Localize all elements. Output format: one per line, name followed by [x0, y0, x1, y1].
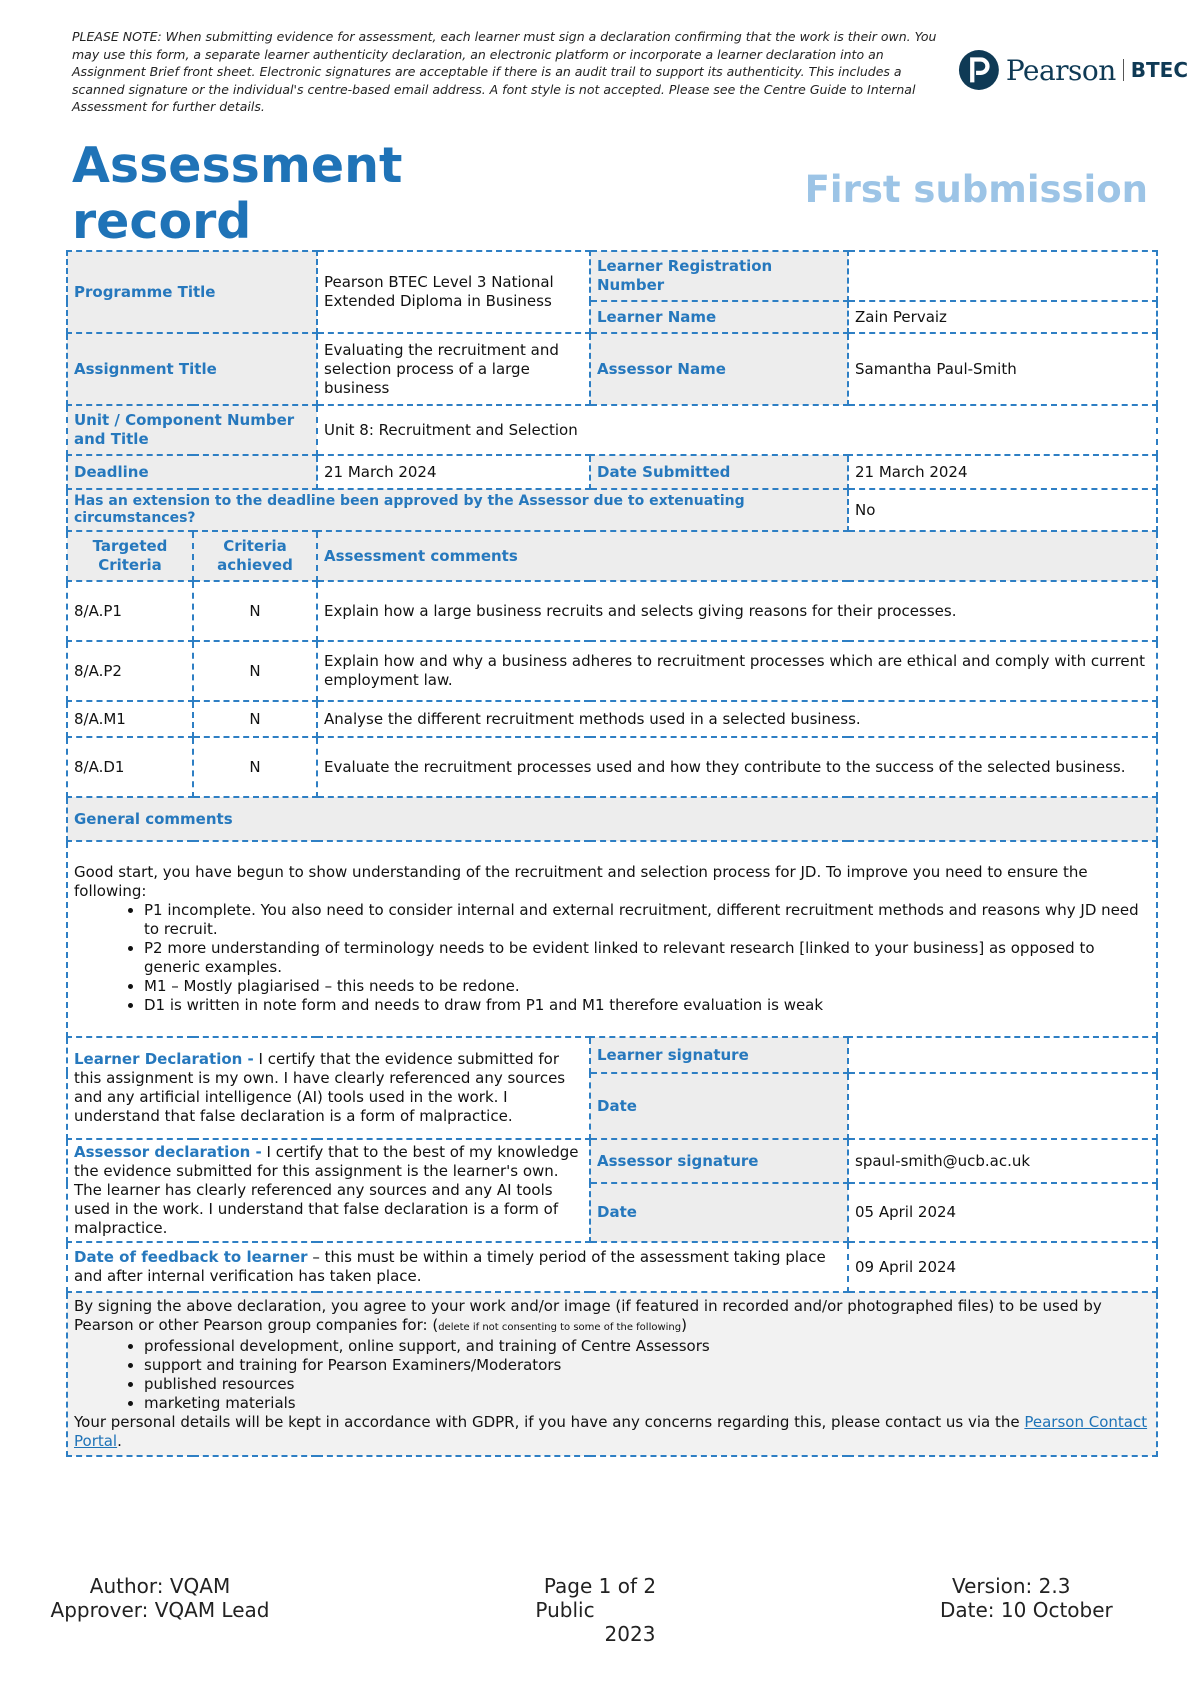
unit-value: Unit 8: Recruitment and Selection: [317, 405, 1157, 455]
assessor-name-value[interactable]: Samantha Paul-Smith: [848, 333, 1157, 405]
feedback-date-field[interactable]: 09 April 2024: [848, 1242, 1157, 1292]
criteria-achieved-header: Criteria achieved: [193, 531, 317, 581]
feedback-date-label: [67, 1242, 848, 1292]
learner-declaration-text: I certify that the evidence submitted for this assignment is my own. I have clearly referenced any sources and any artificial intelligence (AI) tools used in the work. I understand that false declaration is a form of malpractice.: [74, 1050, 566, 1125]
assignment-value: Evaluating the recruitment and selection process of a large business: [317, 333, 590, 405]
criteria-code: 8/A.D1: [67, 737, 193, 797]
pearson-logo-icon: [958, 47, 1000, 93]
criteria-comment: Explain how a large business recruits and selects giving reasons for their processes.: [317, 581, 1157, 641]
list-item: • D1 is written in note form and needs to draw from P1 and M1 therefore evaluation is weak: [144, 996, 1150, 1015]
general-comments-label: General comments: [67, 797, 1157, 841]
footer-version: Version: 2.3: [952, 1574, 1071, 1598]
learner-name-label: Learner Name: [590, 301, 848, 333]
learner-date-label: Date: [590, 1073, 848, 1139]
criteria-comment: Explain how and why a business adheres to recruitment processes which are ethical and comply with current employment law.: [317, 641, 1157, 701]
assessment-comments-header: Assessment comments: [317, 531, 1157, 581]
consent-close: ): [681, 1316, 687, 1334]
footer-page: Page 1 of 2: [543, 1574, 657, 1598]
footer-date: Date: 10 October: [940, 1598, 1113, 1622]
footer-author-block: [40, 1574, 280, 1622]
assessor-declaration-title: Assessor declaration -: [74, 1143, 262, 1161]
consent-outro: Your personal details will be kept in accordance with GDPR, if you have any concerns regarding this, please contact us via the: [74, 1413, 1025, 1431]
footer-version-block: [940, 1574, 1180, 1622]
consent-list: [74, 1337, 1150, 1413]
assignment-label: Assignment Title: [67, 333, 317, 405]
list-item: • professional development, online support, and training of Centre Assessors: [144, 1337, 1150, 1356]
feedback-title: Date of feedback to learner: [74, 1248, 308, 1266]
list-item: • P2 more understanding of terminology needs to be evident linked to relevant research [linked to your business] as opposed to generic examples.: [144, 939, 1150, 977]
assessor-date-label: Date: [590, 1183, 848, 1242]
deadline-value: 21 March 2024: [317, 455, 590, 489]
programme-value: Pearson BTEC Level 3 National Extended Diploma in Business: [317, 251, 590, 333]
feedback-text: – this must be within a timely period of the assessment taking place and after internal verification has taken place.: [74, 1248, 826, 1285]
list-item: • marketing materials: [144, 1394, 1150, 1413]
criteria-code: 8/A.P2: [67, 641, 193, 701]
list-item: • support and training for Pearson Examiners/Moderators: [144, 1356, 1150, 1375]
general-comments-body: [67, 841, 1157, 1037]
assessor-signature-field[interactable]: spaul-smith@ucb.ac.uk: [848, 1139, 1157, 1183]
title-line-2: record: [72, 193, 252, 250]
extension-label: Has an extension to the deadline been approved by the Assessor due to extenuating circumstances?: [67, 489, 848, 531]
learner-name-value[interactable]: Zain Pervaiz: [848, 301, 1157, 333]
logo-brand: Pearson: [1005, 53, 1116, 87]
page-title: [72, 138, 402, 250]
targeted-criteria-header: Targeted Criteria: [67, 531, 193, 581]
learner-date-field[interactable]: [848, 1073, 1157, 1139]
registration-value[interactable]: [848, 251, 1157, 301]
learner-signature-label: Learner signature: [590, 1037, 848, 1073]
general-comments-intro: Good start, you have begun to show understanding of the recruitment and selection process for JD. To improve you need to ensure the following:: [74, 863, 1088, 900]
assessor-date-field[interactable]: 05 April 2024: [848, 1183, 1157, 1242]
criteria-code: 8/A.M1: [67, 701, 193, 737]
footer-year: 2023: [604, 1622, 656, 1646]
unit-label: Unit / Component Number and Title: [67, 405, 317, 455]
programme-label: Programme Title: [67, 251, 317, 333]
criteria-row: [67, 737, 1157, 797]
general-comments-list: [74, 901, 1150, 1015]
criteria-row: [67, 581, 1157, 641]
footer-classification: Public: [535, 1598, 595, 1622]
logo-sub: BTEC: [1130, 58, 1188, 82]
assessor-declaration: [67, 1139, 590, 1242]
deadline-label: Deadline: [67, 455, 317, 489]
criteria-achieved[interactable]: N: [193, 581, 317, 641]
criteria-comment: Evaluate the recruitment processes used and how they contribute to the success of the selected business.: [317, 737, 1157, 797]
learner-declaration: [67, 1037, 590, 1139]
criteria-code: 8/A.P1: [67, 581, 193, 641]
date-submitted-label: Date Submitted: [590, 455, 848, 489]
list-item: • P1 incomplete. You also need to consider internal and external recruitment, different recruitment methods and reasons why JD need to recruit.: [144, 901, 1150, 939]
assessment-record-table: [66, 250, 1158, 1457]
pearson-btec-logo: [958, 46, 1188, 94]
assessor-signature-label: Assessor signature: [590, 1139, 848, 1183]
learner-declaration-title: Learner Declaration -: [74, 1050, 254, 1068]
criteria-achieved[interactable]: N: [193, 737, 317, 797]
criteria-achieved[interactable]: N: [193, 701, 317, 737]
criteria-row: [67, 701, 1157, 737]
submission-type: First submission: [804, 168, 1148, 211]
footer-page-block: [480, 1574, 720, 1646]
list-item: • published resources: [144, 1375, 1150, 1394]
consent-intro: By signing the above declaration, you agree to your work and/or image (if featured in recorded and/or photographed files) to be used by Pearson or other Pearson group companies for: (: [74, 1297, 1102, 1334]
assessor-declaration-text: I certify that to the best of my knowledge the evidence submitted for this assignment is the learner's own. The learner has clearly referenced any sources and any AI tools used in the work. I understand that false declaration is a form of malpractice.: [74, 1143, 579, 1237]
submission-note: PLEASE NOTE: When submitting evidence for assessment, each learner must sign a declaration confirming that the work is their own. You may use this form, a separate learner authenticity declaration, an electronic platform or incorporate a learner declaration into an Assignment Brief front sheet. Electronic signatures are acceptable if there is an audit trail to support its authenticity. This includes a scanned signature or the individual's centre-based email address. A font style is not accepted. Please see the Centre Guide to Internal Assessment for further details.: [72, 29, 937, 114]
assessor-name-label: Assessor Name: [590, 333, 848, 405]
logo-divider: [1123, 59, 1124, 81]
extension-value[interactable]: No: [848, 489, 1157, 531]
criteria-row: [67, 641, 1157, 701]
consent-outro-end: .: [117, 1432, 122, 1450]
consent-notice: [67, 1292, 1157, 1456]
learner-signature-field[interactable]: [848, 1037, 1157, 1073]
criteria-comment: Analyse the different recruitment methods used in a selected business.: [317, 701, 1157, 737]
footer-approver: Approver: VQAM Lead: [50, 1598, 270, 1622]
contact-portal-link[interactable]: Pearson Contact Portal: [74, 1413, 1148, 1450]
criteria-achieved[interactable]: N: [193, 641, 317, 701]
footer-author: Author: VQAM: [89, 1574, 231, 1598]
list-item: • M1 – Mostly plagiarised – this needs to be redone.: [144, 977, 1150, 996]
date-submitted-value[interactable]: 21 March 2024: [848, 455, 1157, 489]
title-line-1: Assessment: [72, 137, 403, 194]
registration-label: Learner Registration Number: [590, 251, 848, 301]
consent-small-note: delete if not consenting to some of the following: [438, 1322, 682, 1333]
